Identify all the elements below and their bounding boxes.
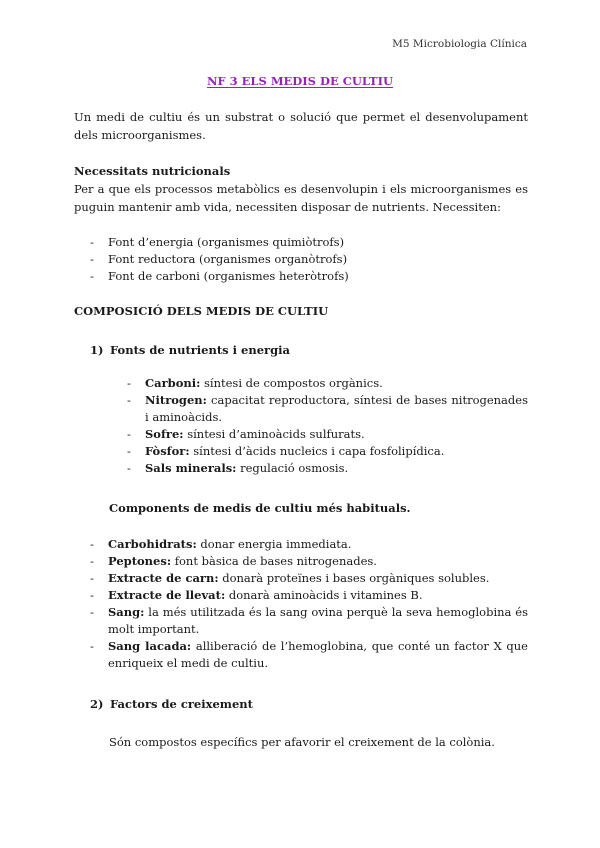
list-item bbox=[127, 375, 528, 392]
composition-heading: COMPOSICIÓ DELS MEDIS DE CULTIU bbox=[74, 304, 329, 318]
list-item-term: Extracte de llevat: bbox=[108, 588, 226, 602]
list-item bbox=[90, 536, 528, 553]
section1-heading bbox=[90, 343, 290, 357]
list-item-term: Sang: bbox=[108, 605, 145, 619]
section2-paragraph: Són compostos específics per afavorir el creixement de la colònia. bbox=[109, 735, 495, 749]
list-item: - Font d’energia (organismes quimiòtrofs) bbox=[90, 234, 349, 251]
section2-title: Factors de creixement bbox=[110, 697, 253, 711]
list-item-term: Extracte de carn: bbox=[108, 571, 219, 585]
list-item-desc: la més utilitzada és la sang ovina perquè la seva hemoglobina és molt important. bbox=[108, 605, 528, 636]
list-item bbox=[127, 443, 528, 460]
list-item-desc: font bàsica de bases nitrogenades. bbox=[171, 554, 377, 568]
list-item bbox=[127, 460, 528, 477]
list-item bbox=[90, 604, 528, 638]
list-item-term: Carbohidrats: bbox=[108, 537, 197, 551]
list-item-desc: donarà proteïnes i bases orgàniques solubles. bbox=[218, 571, 490, 585]
list-item-term: Carboni: bbox=[145, 376, 201, 390]
course-header: M5 Microbiologia Clínica bbox=[392, 38, 527, 50]
list-item-term: Fòsfor: bbox=[145, 444, 190, 458]
nutrient-list bbox=[127, 375, 528, 477]
list-item-term: Sang lacada: bbox=[108, 639, 192, 653]
list-item-term: Sofre: bbox=[145, 427, 184, 441]
section2-heading bbox=[90, 697, 253, 711]
intro-paragraph: Un medi de cultiu és un substrat o solució que permet el desenvolupament dels microorganismes. bbox=[74, 110, 528, 142]
list-item-desc: síntesi d’àcids nucleics i capa fosfolipídica. bbox=[189, 444, 445, 458]
list-item bbox=[90, 587, 528, 604]
list-item-term: Nitrogen: bbox=[145, 393, 207, 407]
list-item-desc: capacitat reproductora, síntesi de bases nitrogenades i aminoàcids. bbox=[145, 393, 528, 424]
list-item bbox=[127, 426, 528, 443]
nutritional-list bbox=[90, 234, 349, 285]
list-item: - Font reductora (organismes organòtrofs) bbox=[90, 251, 349, 268]
list-item-term: Peptones: bbox=[108, 554, 172, 568]
components-heading: Components de medis de cultiu més habituals. bbox=[109, 501, 411, 515]
list-item-desc: donarà aminoàcids i vitamines B. bbox=[225, 588, 423, 602]
list-item-desc: síntesi d’aminoàcids sulfurats. bbox=[183, 427, 365, 441]
list-item-desc: donar energia immediata. bbox=[196, 537, 352, 551]
list-item bbox=[127, 392, 528, 426]
section2-number: 2) bbox=[90, 697, 104, 711]
nutritional-paragraph: Per a que els processos metabòlics es desenvolupin i els microorganismes es puguin mantenir amb vida, necessiten disposar de nutrients. Necessiten: bbox=[74, 182, 528, 214]
list-item-desc: síntesi de compostos orgànics. bbox=[200, 376, 383, 390]
page-title: NF 3 ELS MEDIS DE CULTIU bbox=[206, 74, 394, 88]
list-item-term: Sals minerals: bbox=[145, 461, 237, 475]
list-item bbox=[90, 638, 528, 672]
list-item-desc: regulació osmosis. bbox=[236, 461, 349, 475]
nutritional-heading: Necessitats nutricionals bbox=[74, 164, 231, 178]
list-item: - Font de carboni (organismes heteròtrofs) bbox=[90, 268, 349, 285]
list-item-desc: alliberació de l’hemoglobina, que conté un factor X que enriqueix el medi de cultiu. bbox=[108, 639, 528, 670]
list-item bbox=[90, 553, 528, 570]
list-item bbox=[90, 570, 528, 587]
section1-number: 1) bbox=[90, 343, 104, 357]
components-list bbox=[90, 536, 528, 672]
section1-title: Fonts de nutrients i energia bbox=[110, 343, 290, 357]
